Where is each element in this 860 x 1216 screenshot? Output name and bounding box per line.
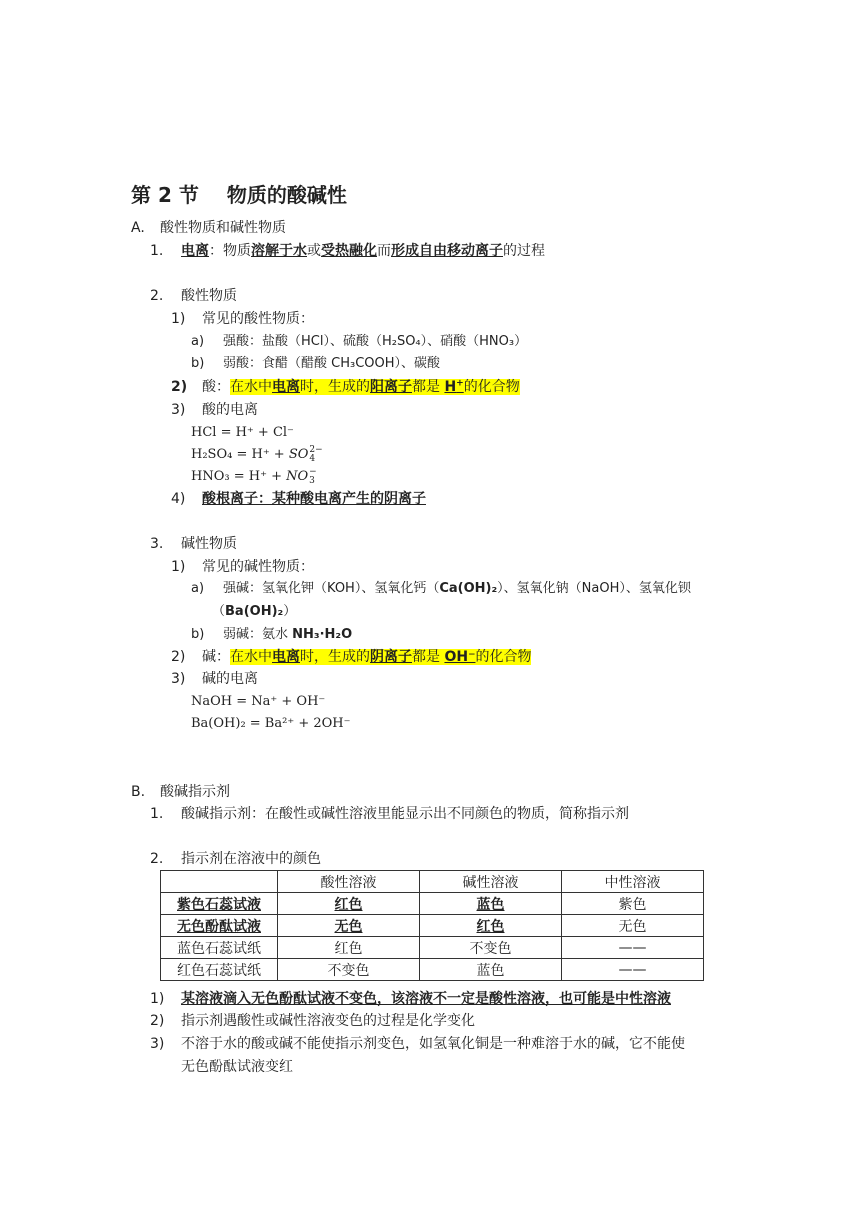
item-common-acids: 1) 常见的酸性物质： [171,311,314,327]
heading-a: A. 酸性物质和碱性物质 [131,220,286,236]
table-cell: 蓝色石蕊试纸 [161,937,278,959]
table-header-cell [161,871,278,893]
section-title: 第 2 节 物质的酸碱性 [131,183,347,207]
table-cell: 无色 [562,915,704,937]
table-cell: 红色石蕊试纸 [161,959,278,981]
note-2: 2) 指示剂遇酸性或碱性溶液变色的过程是化学变化 [150,1013,475,1029]
table-cell: 蓝色 [420,959,562,981]
equation-hno3: HNO₃ = H⁺ + NO − 3 [191,466,317,486]
table-cell: —— [562,959,704,981]
item-ionization-definition: 1. 电离：物质溶解于水或受热融化而形成自由移动离子的过程 [150,243,545,259]
table-cell: 无色 [278,915,420,937]
item-base-definition: 2) 碱：在水中电离时，生成的阴离子都是 OH⁻的化合物 [171,649,532,665]
indicator-color-table [160,870,704,981]
item-base-ionization: 3) 碱的电离 [171,671,258,687]
table-cell: 不变色 [420,937,562,959]
item-strong-bases: a) 强碱：氢氧化钾（KOH）、氢氧化钙（Ca(OH)₂）、氢氧化钠（NaOH）、氢氧化钡 [191,581,691,596]
equation-h2so4: H₂SO₄ = H⁺ + SO 2− 4 [191,444,323,464]
item-basic-substances: 3. 碱性物质 [150,536,237,552]
table-cell: 紫色石蕊试液 [161,893,278,915]
equation-hcl: HCl = H⁺ + Cl⁻ [191,425,294,440]
table-header-cell: 碱性溶液 [420,871,562,893]
note-3: 3) 不溶于水的酸或碱不能使指示剂变色，如氢氧化铜是一种难溶于水的碱，它不能使 [150,1036,685,1052]
table-cell: 红色 [278,893,420,915]
table-row [161,915,704,937]
item-acid-ionization: 3) 酸的电离 [171,402,258,418]
item-strong-bases-cont: （Ba(OH)₂） [212,604,297,619]
item-strong-acids: a) 强酸：盐酸（HCl）、硫酸（H₂SO₄）、硝酸（HNO₃） [191,334,528,349]
heading-b: B. 酸碱指示剂 [131,784,230,800]
item-indicator-definition: 1. 酸碱指示剂：在酸性或碱性溶液里能显示出不同颜色的物质，简称指示剂 [150,806,629,822]
item-acid-definition: 2) 酸：在水中电离时，生成的阳离子都是 H+的化合物 [171,378,520,395]
item-weak-acids: b) 弱酸：食醋（醋酸 CH₃COOH）、碳酸 [191,356,441,371]
table-cell: 不变色 [278,959,420,981]
item-acid-radical: 4) 酸根离子：某种酸电离产生的阴离子 [171,491,426,507]
table-header-cell: 酸性溶液 [278,871,420,893]
table-row [161,893,704,915]
note-1: 1) 某溶液滴入无色酚酞试液不变色，该溶液不一定是酸性溶液，也可能是中性溶液 [150,991,671,1007]
table-cell: —— [562,937,704,959]
table-cell: 紫色 [562,893,704,915]
table-header-cell: 中性溶液 [562,871,704,893]
item-common-bases: 1) 常见的碱性物质： [171,559,314,575]
table-cell: 蓝色 [420,893,562,915]
table-header-row [161,871,704,893]
item-acidic-substances: 2. 酸性物质 [150,288,237,304]
table-cell: 无色酚酞试液 [161,915,278,937]
table-row [161,959,704,981]
table-cell: 红色 [278,937,420,959]
table-row [161,937,704,959]
equation-baoh2: Ba(OH)₂ = Ba²⁺ + 2OH⁻ [191,716,351,731]
table-cell: 红色 [420,915,562,937]
item-weak-bases: b) 弱碱：氨水 NH₃·H₂O [191,627,353,642]
item-indicator-colors: 2. 指示剂在溶液中的颜色 [150,851,321,867]
equation-naoh: NaOH = Na⁺ + OH⁻ [191,694,326,709]
note-3-cont: 无色酚酞试液变红 [181,1059,293,1075]
